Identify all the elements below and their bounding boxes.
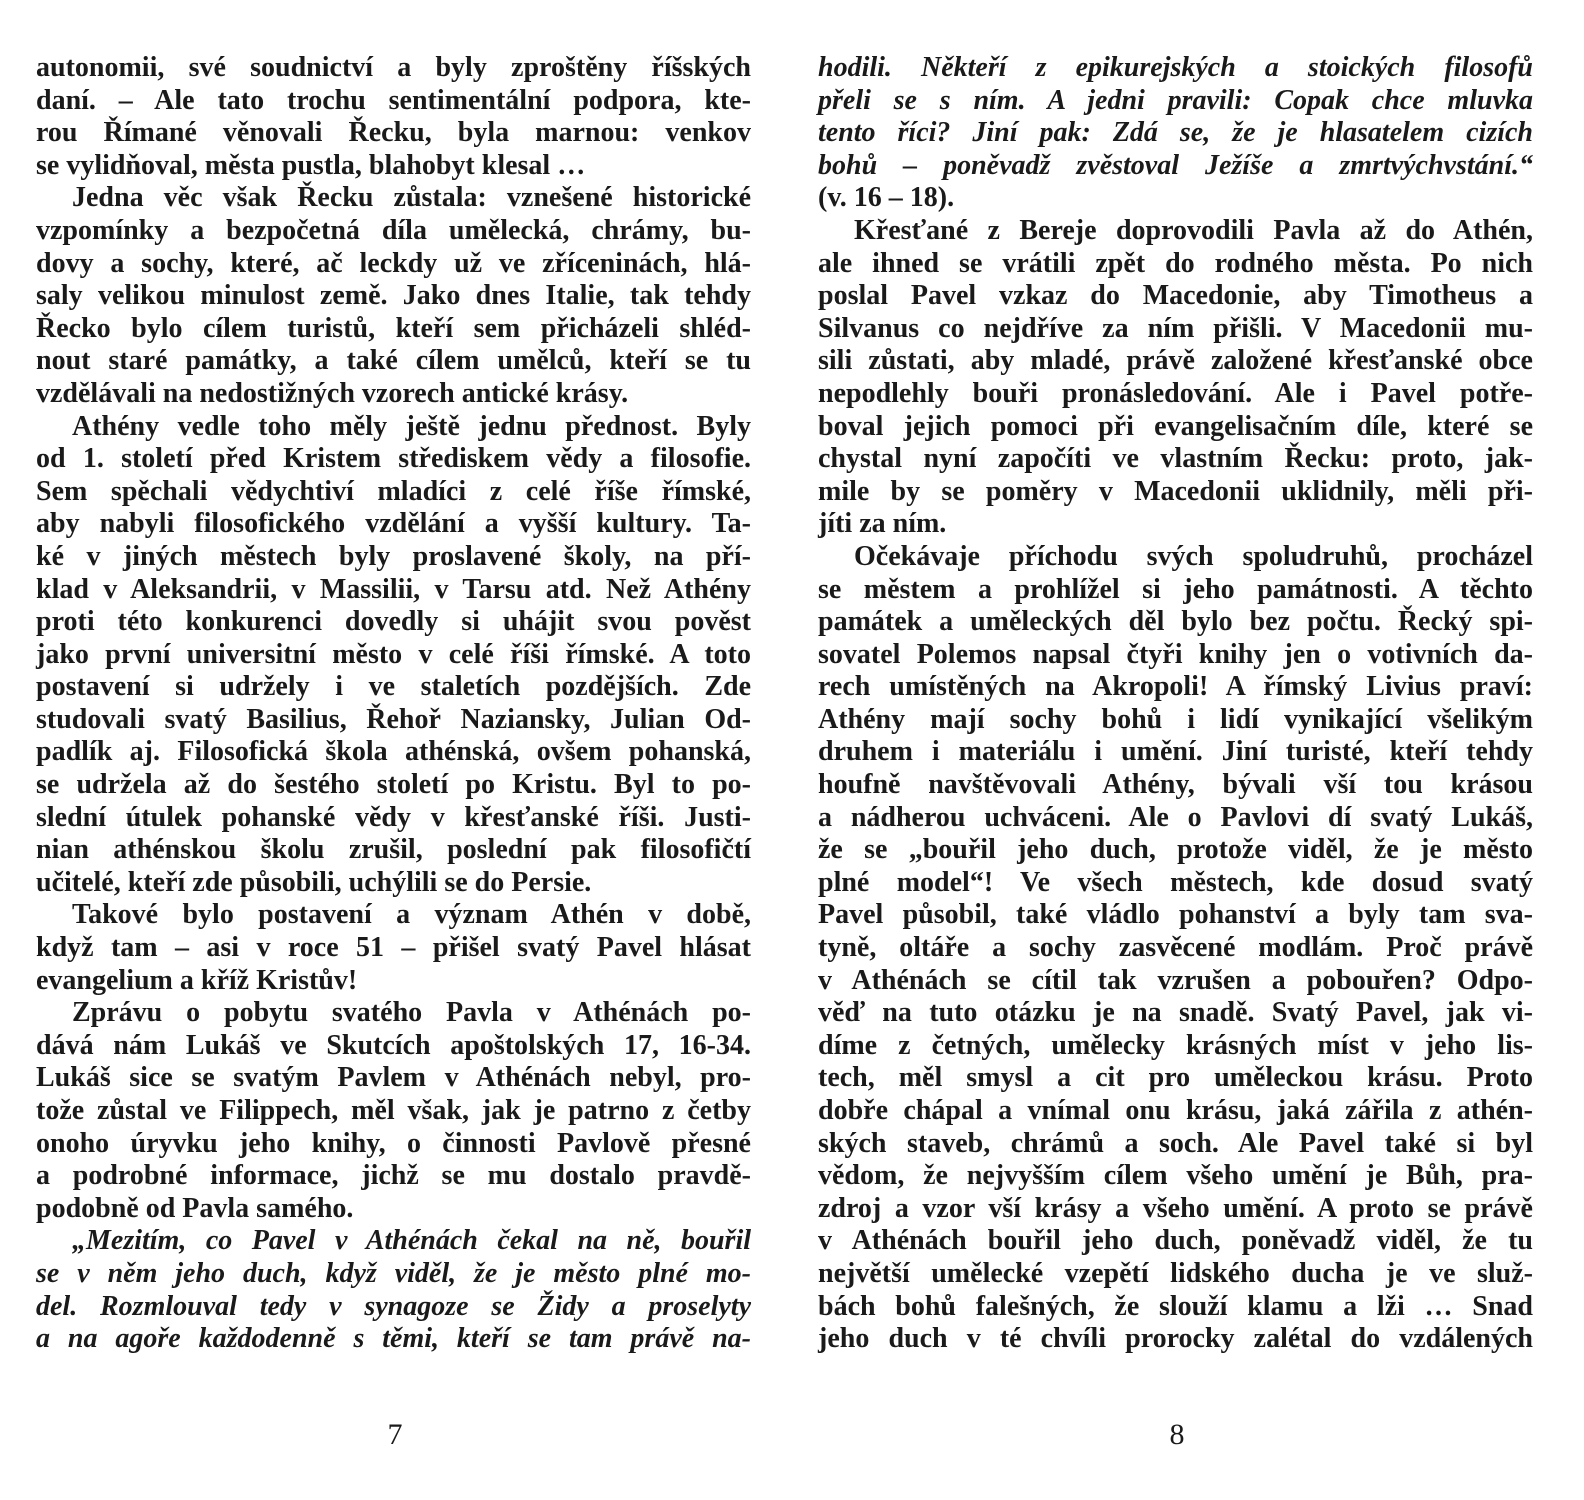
text-line: sili zůstati, aby mladé, právě založené křesťanské obce [818, 345, 1533, 377]
text-line: a podrobné informace, jichž se mu dostalo pravdě- [36, 1160, 751, 1192]
text-line: bách bohů falešných, že slouží klamu a lži … Snad [818, 1290, 1533, 1322]
text-line: se v něm jeho duch, když viděl, že je město plné mo- [36, 1257, 751, 1289]
text-line: autonomii, své soudnictví a byly zproštěny říšských [36, 52, 751, 83]
text-line: sovatel Polemos napsal čtyři knihy jen o votivních da- [818, 638, 1533, 670]
text-line: evangelium a kříž Kristův! [36, 964, 358, 996]
text-line: přeli se s ním. A jedni pravili: Copak chce mluvka [818, 84, 1533, 116]
page-number-right: 8 [1169, 1418, 1185, 1451]
page-number-left: 7 [387, 1418, 403, 1451]
text-line: mile by se poměry v Macedonii uklidnily, měli při- [818, 475, 1533, 507]
text-line: vzpomínky a bezpočetná díla umělecká, chrámy, bu- [36, 214, 751, 246]
text-line: saly velikou minulost země. Jako dnes Italie, tak tehdy [36, 280, 751, 312]
text-line: jako první universitní město v celé říši římské. A toto [36, 638, 751, 670]
text-line: tento říci? Jiní pak: Zdá se, že je hlasatelem cizích [818, 117, 1533, 149]
text-line: dává nám Lukáš ve Skutcích apoštolských 17, 16-34. [36, 1029, 751, 1061]
text-line: onoho úryvku jeho knihy, o činnosti Pavlově přesné [36, 1127, 751, 1159]
text-line: houfně navštěvovali Athény, bývali vší tou krásou [818, 769, 1533, 801]
text-line: Očekávaje příchodu svých spoludruhů, procházel [854, 540, 1533, 572]
text-line: se vylidňoval, města pustla, blahobyt klesal … [36, 149, 586, 181]
text-line: učitelé, kteří zde působili, uchýlili se do Persie. [36, 866, 592, 898]
text-line: Athény vedle toho měly ještě jednu přednost. Byly [72, 410, 751, 442]
text-line: v Athénách bouřil jeho duch, poněvadž viděl, že tu [818, 1225, 1533, 1257]
text-line: díme z četných, umělecky krásných míst v jeho lis- [818, 1029, 1533, 1061]
right-page-text [818, 52, 1533, 1356]
text-line: Křesťané z Bereje doprovodili Pavla až do Athén, [854, 214, 1533, 246]
text-line: rech umístěných na Akropoli! A římský Livius praví: [818, 671, 1533, 703]
text-line: vědom, že nejvyšším cílem všeho umění je Bůh, pra- [818, 1160, 1533, 1192]
text-line: když tam – asi v roce 51 – přišel svatý Pavel hlásat [36, 932, 751, 964]
text-line: Zprávu o pobytu svatého Pavla v Athénách po- [72, 997, 751, 1029]
text-line: v Athénách se cítil tak vzrušen a pobouřen? Odpo- [818, 964, 1533, 996]
text-line: vzdělávali na nedostižných vzorech antické krásy. [36, 377, 629, 409]
text-line: největší umělecké vzepětí lidského ducha je ve služ- [818, 1257, 1533, 1289]
text-line: nian athénskou školu zrušil, poslední pak filosofičtí [36, 834, 751, 866]
text-line: Takové bylo postavení a význam Athén v době, [72, 899, 751, 931]
text-line: jeho duch v té chvíli prorocky zalétal do vzdálených [818, 1323, 1533, 1355]
text-line: proti této konkurenci dovedly si uhájit svou pověst [36, 606, 751, 638]
text-line: plné model“! Ve všech městech, kde dosud svatý [818, 866, 1533, 898]
text-line: chystal nyní započíti ve vlastním Řecku: proto, jak- [818, 443, 1533, 475]
text-line: del. Rozmlouval tedy v synagoze se Židy a proselyty [36, 1290, 751, 1322]
text-line: postavení si udržely i ve staletích pozdějších. Zde [36, 671, 751, 703]
text-line: slední útulek pohanské vědy v křesťanské říši. Justi- [36, 801, 751, 833]
text-line: zdroj a vzor vší krásy a všeho umění. A proto se právě [818, 1192, 1533, 1224]
text-line: Silvanus co nejdříve za ním přišli. V Macedonii mu- [818, 312, 1533, 344]
text-line: rou Římané věnovali Řecku, byla marnou: venkov [36, 117, 751, 149]
text-line: daní. – Ale tato trochu sentimentální podpora, kte- [36, 84, 751, 116]
text-line: klad v Aleksandrii, v Massilii, v Tarsu atd. Než Athény [36, 573, 751, 605]
text-line: bohů – poněvadž zvěstoval Ježíše a zmrtvýchvstání.“ [818, 149, 1533, 181]
text-line: Řecko bylo cílem turistů, kteří sem přicházeli shléd- [36, 312, 751, 344]
text-line: a nádherou uchváceni. Ale o Pavlovi dí svatý Lukáš, [818, 801, 1533, 833]
text-line: druhem i materiálu i umění. Jiní turisté, kteří tehdy [818, 736, 1533, 768]
text-line: ké v jiných městech byly proslavené školy, na pří- [36, 540, 751, 572]
text-line: tože zůstal ve Filippech, měl však, jak je patrno z četby [36, 1095, 751, 1126]
text-line: se udržela až do šestého století po Kristu. Byl to po- [36, 769, 751, 801]
text-line: Athény mají sochy bohů i lidí vynikající všelikým [818, 703, 1533, 735]
text-line: „Mezitím, co Pavel v Athénách čekal na ně, bouřil [72, 1225, 751, 1257]
text-line: hodili. Někteří z epikurejských a stoických filosofů [818, 52, 1533, 83]
text-line: nout staré památky, a také cílem umělců, kteří se tu [36, 345, 751, 377]
text-line: poslal Pavel vzkaz do Macedonie, aby Timotheus a [818, 280, 1533, 312]
text-line: a na agoře každodenně s těmi, kteří se tam právě na- [36, 1323, 751, 1355]
text-line: Jedna věc však Řecku zůstala: vznešené historické [72, 182, 751, 214]
text-line: Sem spěchali vědychtiví mladíci z celé říše římské, [36, 475, 751, 507]
text-line: nepodlehly bouři pronásledování. Ale i Pavel potře- [818, 377, 1533, 409]
text-line: jíti za ním. [818, 508, 947, 540]
text-line: věď na tuto otázku je na snadě. Svatý Pavel, jak vi- [818, 997, 1533, 1029]
text-line: tyně, oltáře a sochy zasvěcené modlám. Proč právě [818, 932, 1533, 964]
text-line: (v. 16 – 18). [818, 182, 955, 214]
text-line: padlík aj. Filosofická škola athénská, ovšem pohanská, [36, 736, 751, 768]
text-line: podobně od Pavla samého. [36, 1192, 354, 1224]
text-line: ale ihned se vrátili zpět do rodného města. Po nich [818, 247, 1533, 279]
text-line: ských staveb, chrámů a soch. Ale Pavel také si byl [818, 1127, 1533, 1159]
text-line: od 1. století před Kristem střediskem vědy a filosofie. [36, 443, 751, 475]
text-line: studovali svatý Basilius, Řehoř Naziansky, Julian Od- [36, 703, 751, 735]
text-line: tech, měl smysl a cit pro uměleckou krásu. Proto [818, 1062, 1533, 1094]
text-line: Lukáš sice se svatým Pavlem v Athénách nebyl, pro- [36, 1062, 751, 1094]
text-line: aby nabyli filosofického vzdělání a vyšší kultury. Ta- [36, 508, 751, 540]
text-line: že se „bouřil jeho duch, protože viděl, že je město [818, 834, 1533, 866]
text-line: boval jejich pomoci při evangelisačním díle, které se [818, 410, 1533, 442]
text-line: dovy a sochy, které, ač leckdy už ve zříceninách, hlá- [36, 247, 751, 279]
text-line: se městem a prohlížel si jeho památnosti. A těchto [818, 573, 1533, 605]
left-page-text [36, 52, 751, 1356]
text-line: Pavel působil, také vládlo pohanství a byly tam sva- [818, 899, 1533, 931]
text-line: památek a uměleckých děl bylo bez počtu. Řecký spi- [818, 606, 1533, 638]
text-line: dobře chápal a vnímal onu krásu, jaká zářila z athén- [818, 1095, 1533, 1126]
